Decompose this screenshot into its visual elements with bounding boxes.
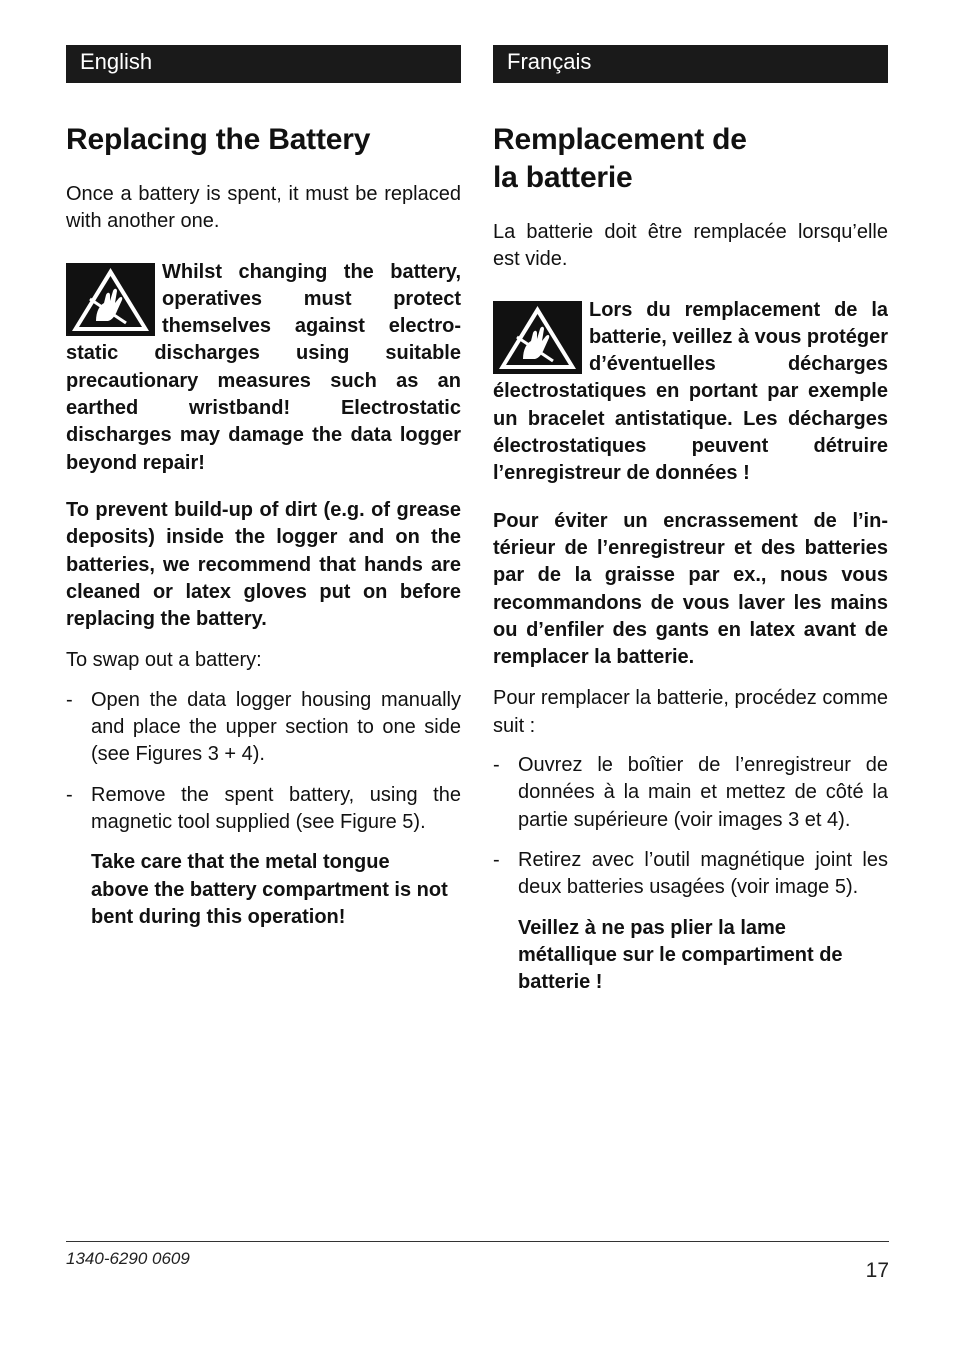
dash-mark: -: [66, 783, 73, 806]
esd-warning-icon: [493, 301, 582, 374]
warning-text-french: Lors du remplacement de la batterie, veillez à vous protéger d’éventuelles décharges électrostatiques en portant par exemple un bracelet antistatique. Les décharges électrostatiques peuvent détruire l’enregistreur de données !: [493, 298, 888, 485]
steps-intro-english: To swap out a battery:: [66, 649, 262, 672]
warning-text-english: Whilst changing the battery, operatives must protect themselves against electrostatic discharges using suitable precautionary measures such as an earthed wristband! Electrostatic discharges may damage the data logger beyond repair!: [66, 260, 461, 474]
section-title-english: Replacing the Battery: [66, 123, 371, 156]
language-header-english: English: [66, 45, 461, 83]
esd-warning-english: [66, 259, 461, 477]
step-text: Ouvrez le boîtier de l’enregistreur de données à la main et mettez de côté la partie supérieure (voir images 3 et 4).: [518, 754, 888, 831]
document-number: 1340-6290 0609: [66, 1249, 190, 1268]
intro-text-english: Once a battery is spent, it must be replaced with another one.: [66, 183, 461, 233]
page-number: 17: [865, 1259, 889, 1282]
step-text: Retirez avec l’outil magnétique joint les deux batteries usagées (voir image 5).: [518, 848, 888, 899]
caution-english: Take care that the metal tongue above the battery compartment is not bent during this operation!: [91, 851, 448, 928]
dirt-note-french: Pour éviter un encrassement de l’intérieur de l’enregistreur et des batteries par de la graisse par ex., nous vous recommandons de vous laver les mains ou d’enfiler des gants en latex avant de remplacer la batterie.: [493, 509, 888, 669]
list-item: [493, 752, 888, 834]
section-title-french: [493, 121, 888, 197]
english-column: [66, 45, 461, 931]
list-item: [66, 782, 461, 837]
list-item: [66, 687, 461, 769]
dash-mark: -: [493, 848, 500, 871]
steps-list-english: [66, 687, 461, 836]
steps-list-french: [493, 752, 888, 901]
intro-text-french: La batterie doit être remplacée lorsqu’elle est vide.: [493, 221, 888, 271]
language-header-french: Français: [493, 45, 888, 83]
esd-warning-icon: [66, 263, 155, 336]
step-text: Open the data logger housing manually and place the upper section to one side (see Figures 3 + 4).: [91, 688, 461, 766]
list-item: [493, 847, 888, 902]
step-text: Remove the spent battery, using the magnetic tool supplied (see Figure 5).: [91, 783, 461, 833]
esd-warning-french: [493, 297, 888, 488]
dash-mark: -: [493, 754, 500, 777]
footer-divider: [66, 1241, 889, 1242]
caution-french: Veillez à ne pas plier la lame métallique sur le compartiment de batterie !: [518, 916, 843, 994]
title-line-2: la batterie: [493, 161, 633, 194]
steps-intro-french: Pour remplacer la batterie, procédez comme suit :: [493, 687, 888, 737]
french-column: [493, 45, 888, 996]
title-line-1: Remplacement de: [493, 123, 747, 156]
dash-mark: -: [66, 688, 73, 711]
dirt-note-english: To prevent build-up of dirt (e.g. of grease deposits) inside the logger and on the batteries, we recommend that hands are cleaned or latex gloves put on before replacing the battery.: [66, 498, 461, 631]
